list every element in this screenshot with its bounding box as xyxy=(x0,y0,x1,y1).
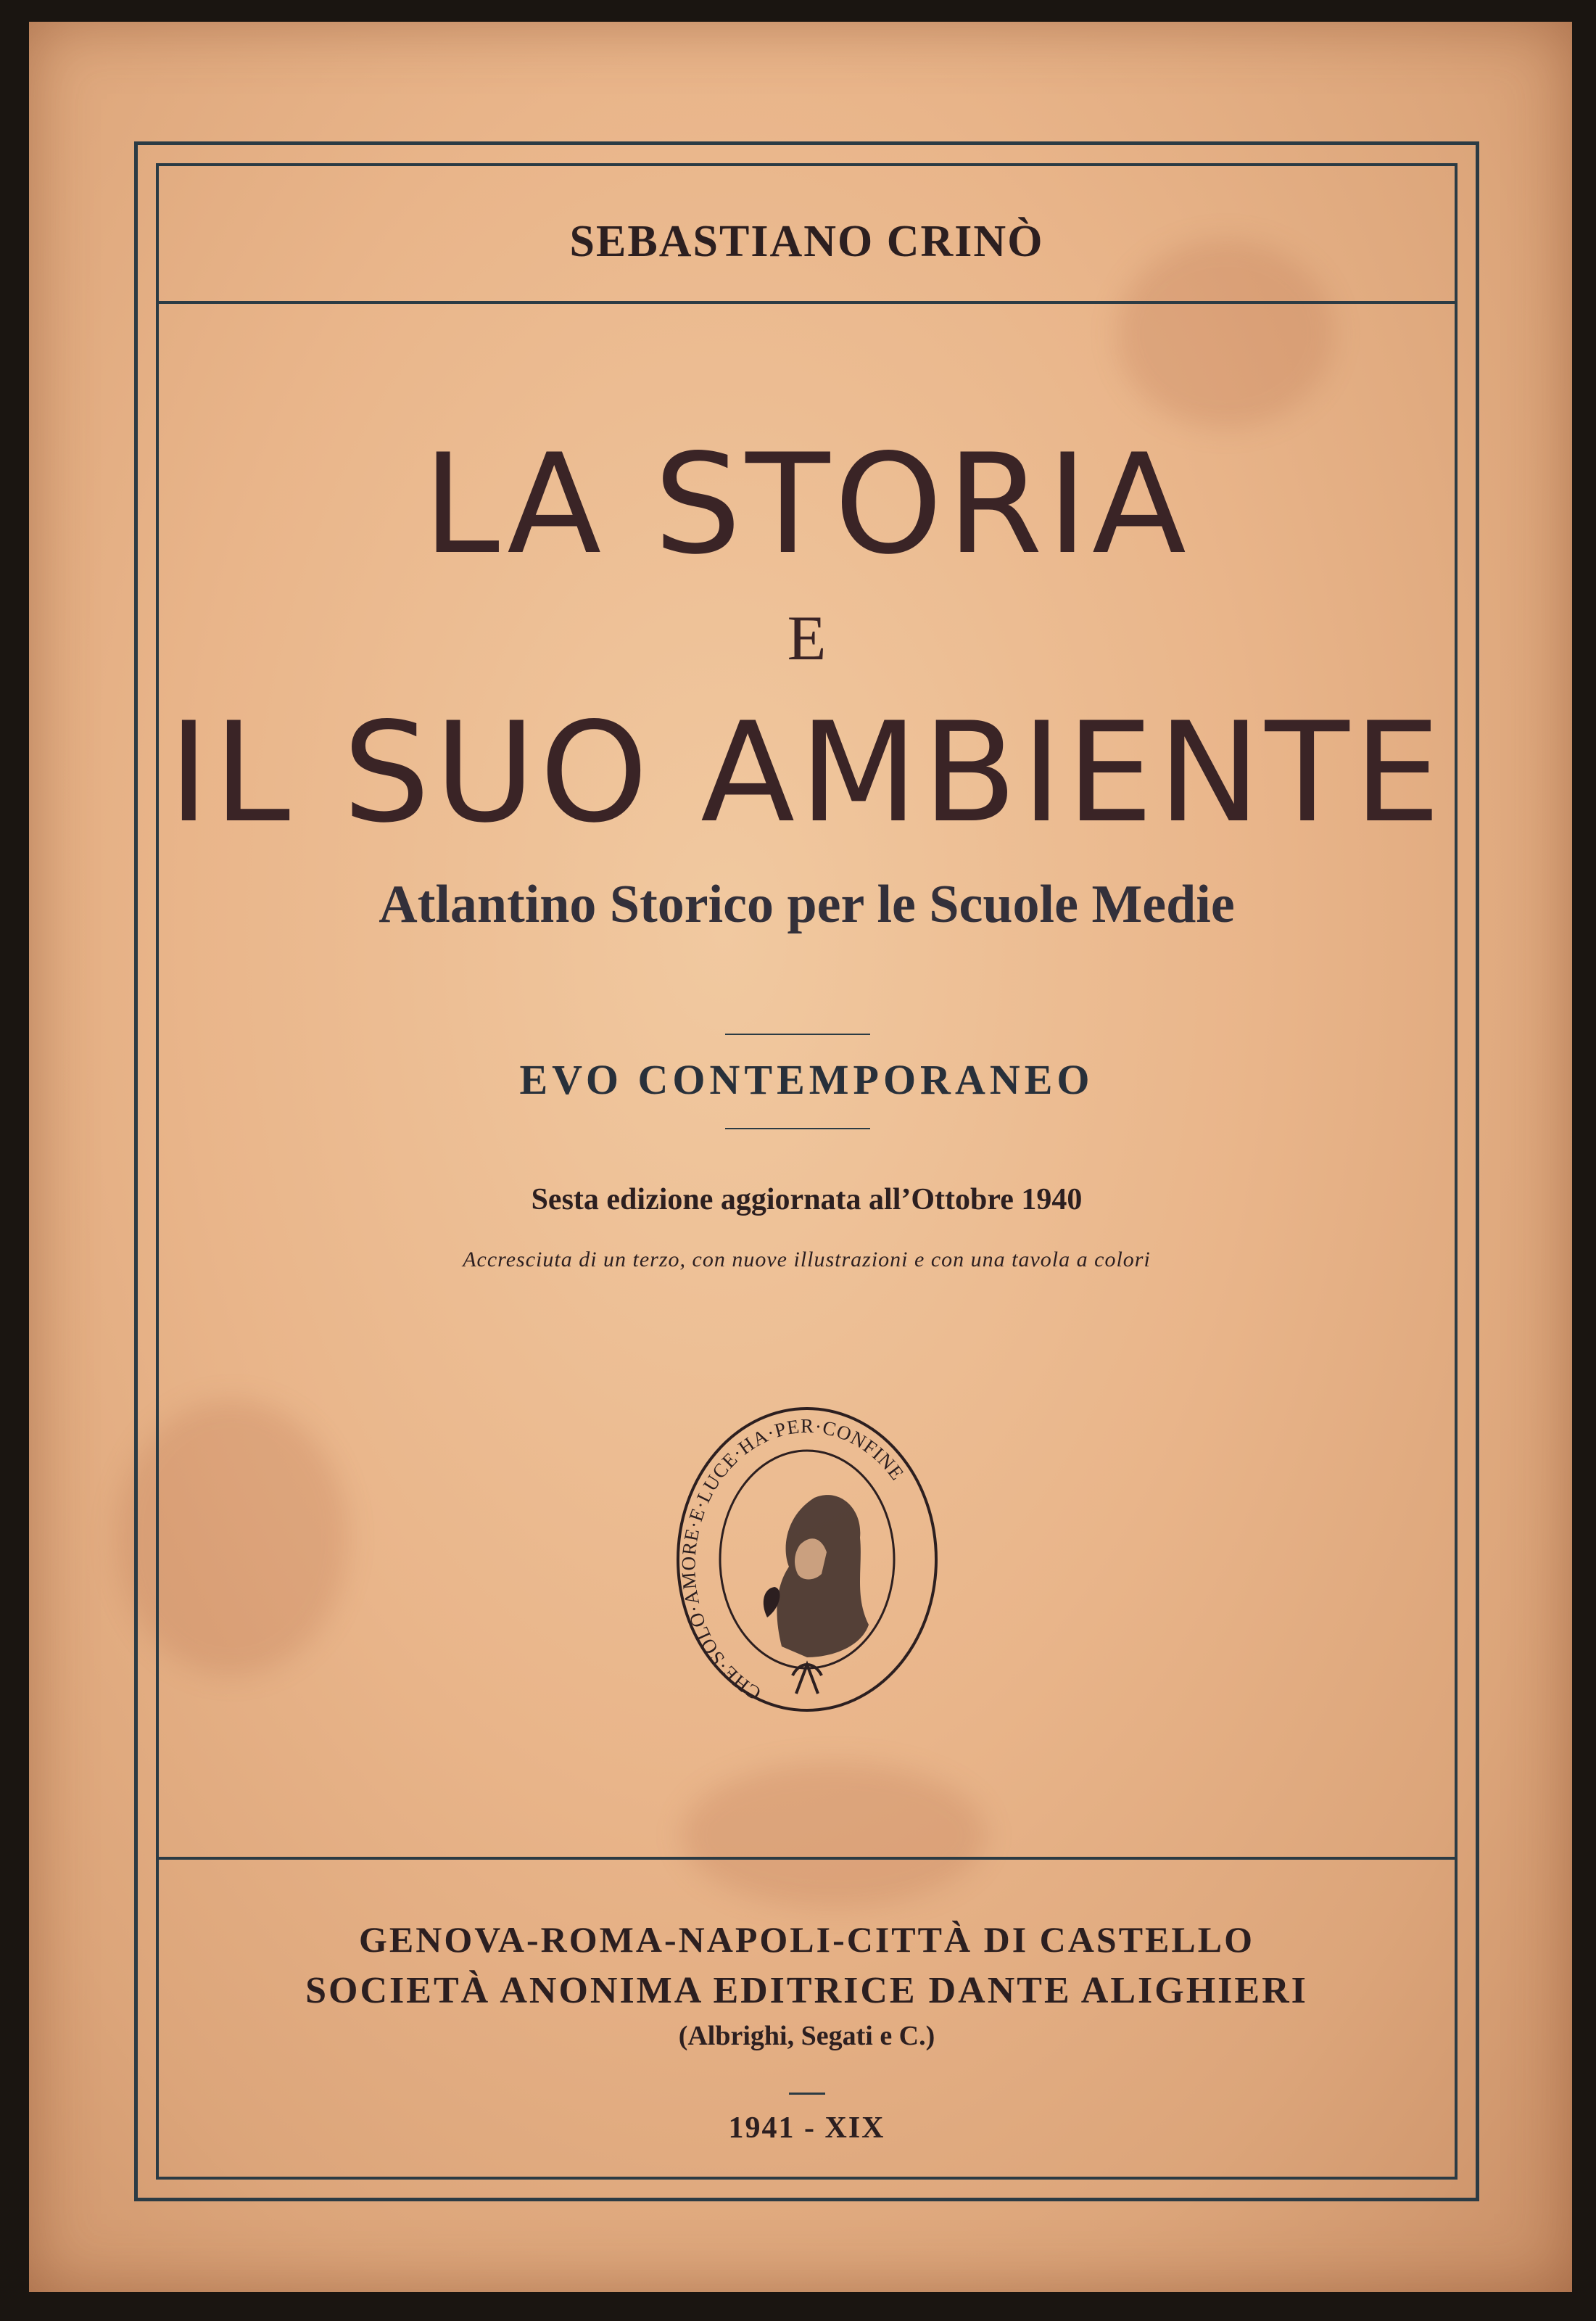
author-divider xyxy=(156,301,1458,304)
publisher-name: SOCIETÀ ANONIMA EDITRICE DANTE ALIGHIERI xyxy=(305,1970,1308,2011)
dante-portrait-seal-icon xyxy=(673,1407,941,1726)
edition-line: Sesta edizione aggiornata all’Ottobre 1940 xyxy=(531,1183,1083,1216)
publisher-subname: (Albrighi, Segati e C.) xyxy=(678,2021,935,2051)
title-conjunction: E xyxy=(787,603,827,674)
edition-note: Accresciuta di un terzo, con nuove illustrazioni e con una tavola a colori xyxy=(463,1248,1151,1271)
subtitle: Atlantino Storico per le Scuole Medie xyxy=(379,875,1235,934)
imprint-divider xyxy=(156,1857,1458,1860)
era-rule-top xyxy=(725,1034,870,1035)
era-rule-bottom xyxy=(725,1128,870,1129)
year-rule xyxy=(789,2093,825,2095)
author-name: SEBASTIANO CRINÒ xyxy=(569,217,1044,266)
publication-year: 1941 - XIX xyxy=(728,2111,885,2145)
seal-motto: CHE·SOLO·AMORE·E·LUCE·HA·PER·CONFINE xyxy=(677,1414,909,1705)
publisher-cities: GENOVA-ROMA-NAPOLI-CITTÀ DI CASTELLO xyxy=(359,1919,1254,1960)
title-line-1: LA STORIA xyxy=(423,424,1191,585)
book-cover xyxy=(29,22,1572,2292)
title-line-2: IL SUO AMBIENTE xyxy=(168,693,1445,853)
era-heading: EVO CONTEMPORANEO xyxy=(519,1056,1094,1103)
